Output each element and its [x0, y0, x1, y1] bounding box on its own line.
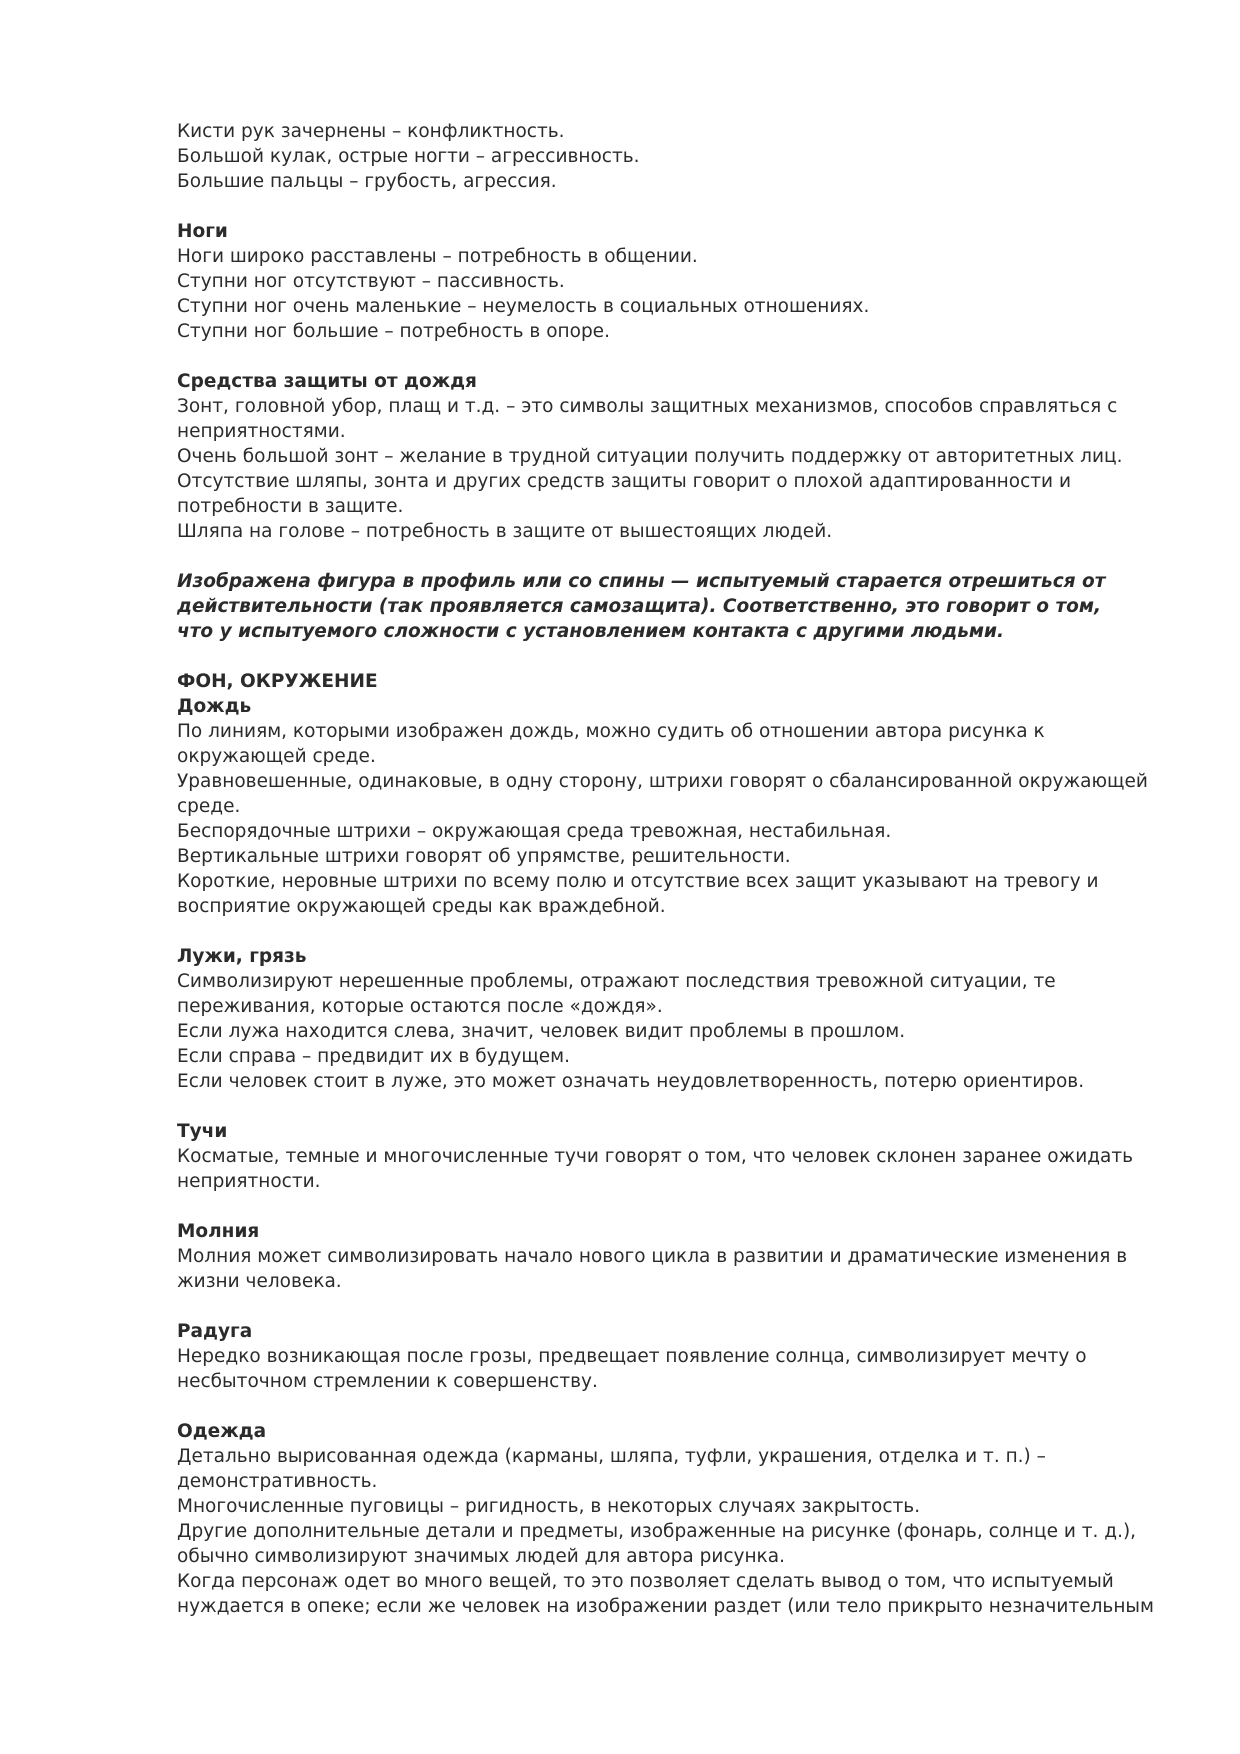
section-heading: Дождь	[177, 696, 252, 717]
text-line: Вертикальные штрихи говорят об упрямстве, решительности.	[177, 846, 791, 867]
paragraph-gap	[177, 644, 1137, 669]
text-line: Символизируют нерешенные проблемы, отражают последствия тревожной ситуации, те	[177, 971, 1056, 992]
text-line: окружающей среде.	[177, 746, 376, 767]
paragraph-gap	[177, 194, 1137, 219]
text-line: неприятности.	[177, 1171, 321, 1192]
profile-note	[177, 569, 1137, 644]
text-line: Ступни ног очень маленькие – неумелость в социальных отношениях.	[177, 296, 870, 317]
paragraph-gap	[177, 1194, 1137, 1219]
hands-section	[177, 119, 1137, 194]
paragraph-gap	[177, 1394, 1137, 1419]
paragraph-gap	[177, 1094, 1137, 1119]
text-line: Уравновешенные, одинаковые, в одну сторону, штрихи говорят о сбалансированной окружающей	[177, 771, 1148, 792]
text-line: демонстративность.	[177, 1471, 378, 1492]
section-heading: Ноги	[177, 221, 228, 242]
section-heading: Радуга	[177, 1321, 253, 1342]
text-line: Отсутствие шляпы, зонта и других средств защиты говорит о плохой адаптированности и	[177, 471, 1071, 492]
text-line: нуждается в опеке; если же человек на изображении раздет (или тело прикрыто незначительным	[177, 1596, 1154, 1617]
text-line: Молния может символизировать начало нового цикла в развитии и драматические изменения в	[177, 1246, 1128, 1267]
emphasis-line: действительности (так проявляется самозащита). Соответственно, это говорит о том,	[177, 596, 1102, 617]
section-heading: Средства защиты от дождя	[177, 371, 477, 392]
text-line: Другие дополнительные детали и предметы, изображенные на рисунке (фонарь, солнце и т. д.),	[177, 1521, 1137, 1542]
paragraph-gap	[177, 544, 1137, 569]
text-line: Кисти рук зачернены – конфликтность.	[177, 121, 565, 142]
text-line: Шляпа на голове – потребность в защите от вышестоящих людей.	[177, 521, 833, 542]
text-line: Если человек стоит в луже, это может означать неудовлетворенность, потерю ориентиров.	[177, 1071, 1085, 1092]
text-line: Если лужа находится слева, значит, человек видит проблемы в прошлом.	[177, 1021, 906, 1042]
text-line: жизни человека.	[177, 1271, 342, 1292]
text-line: Короткие, неровные штрихи по всему полю и отсутствие всех защит указывают на тревогу и	[177, 871, 1099, 892]
puddles-section	[177, 944, 1137, 1094]
rainbow-section	[177, 1319, 1137, 1394]
paragraph-gap	[177, 919, 1137, 944]
text-line: восприятие окружающей среды как враждебной.	[177, 896, 666, 917]
section-heading: Тучи	[177, 1121, 228, 1142]
text-line: Косматые, темные и многочисленные тучи говорят о том, что человек склонен заранее ожидать	[177, 1146, 1134, 1167]
text-line: Когда персонаж одет во много вещей, то это позволяет сделать вывод о том, что испытуемый	[177, 1571, 1114, 1592]
text-line: несбыточном стремлении к совершенству.	[177, 1371, 598, 1392]
chapter-title: ФОН, ОКРУЖЕНИЕ	[177, 671, 378, 692]
text-line: обычно символизируют значимых людей для автора рисунка.	[177, 1546, 785, 1567]
background-section	[177, 669, 1148, 919]
emphasis-line: что у испытуемого сложности с установлением контакта с другими людьми.	[177, 621, 1005, 642]
text-line: среде.	[177, 796, 241, 817]
text-line: Если справа – предвидит их в будущем.	[177, 1046, 570, 1067]
clouds-section	[177, 1119, 1137, 1194]
text-line: Ступни ног отсутствуют – пассивность.	[177, 271, 565, 292]
text-line: Ступни ног большие – потребность в опоре.	[177, 321, 610, 342]
text-line: Детально вырисованная одежда (карманы, шляпа, туфли, украшения, отделка и т. п.) –	[177, 1446, 1046, 1467]
document-page	[177, 119, 1154, 1619]
paragraph-gap	[177, 344, 1137, 369]
emphasis-line: Изображена фигура в профиль или со спины — испытуемый старается отрешиться от	[177, 571, 1106, 592]
text-line: Многочисленные пуговицы – ригидность, в некоторых случаях закрытость.	[177, 1496, 921, 1517]
section-heading: Молния	[177, 1221, 260, 1242]
section-heading: Одежда	[177, 1421, 267, 1442]
text-line: переживания, которые остаются после «дождя».	[177, 996, 663, 1017]
legs-section	[177, 219, 1137, 344]
text-line: Большие пальцы – грубость, агрессия.	[177, 171, 557, 192]
text-line: Беспорядочные штрихи – окружающая среда тревожная, нестабильная.	[177, 821, 892, 842]
text-line: неприятностями.	[177, 421, 346, 442]
rain-protection-section	[177, 369, 1137, 544]
text-line: Ноги широко расставлены – потребность в общении.	[177, 246, 698, 267]
text-line: Зонт, головной убор, плащ и т.д. – это символы защитных механизмов, способов справляться с	[177, 396, 1118, 417]
text-line: Нередко возникающая после грозы, предвещает появление солнца, символизирует мечту о	[177, 1346, 1087, 1367]
clothing-section	[177, 1419, 1154, 1619]
text-line: Большой кулак, острые ногти – агрессивность.	[177, 146, 640, 167]
paragraph-gap	[177, 1294, 1137, 1319]
section-heading: Лужи, грязь	[177, 946, 307, 967]
lightning-section	[177, 1219, 1137, 1294]
text-line: Очень большой зонт – желание в трудной ситуации получить поддержку от авторитетных лиц.	[177, 446, 1123, 467]
text-line: По линиям, которыми изображен дождь, можно судить об отношении автора рисунка к	[177, 721, 1045, 742]
text-line: потребности в защите.	[177, 496, 404, 517]
